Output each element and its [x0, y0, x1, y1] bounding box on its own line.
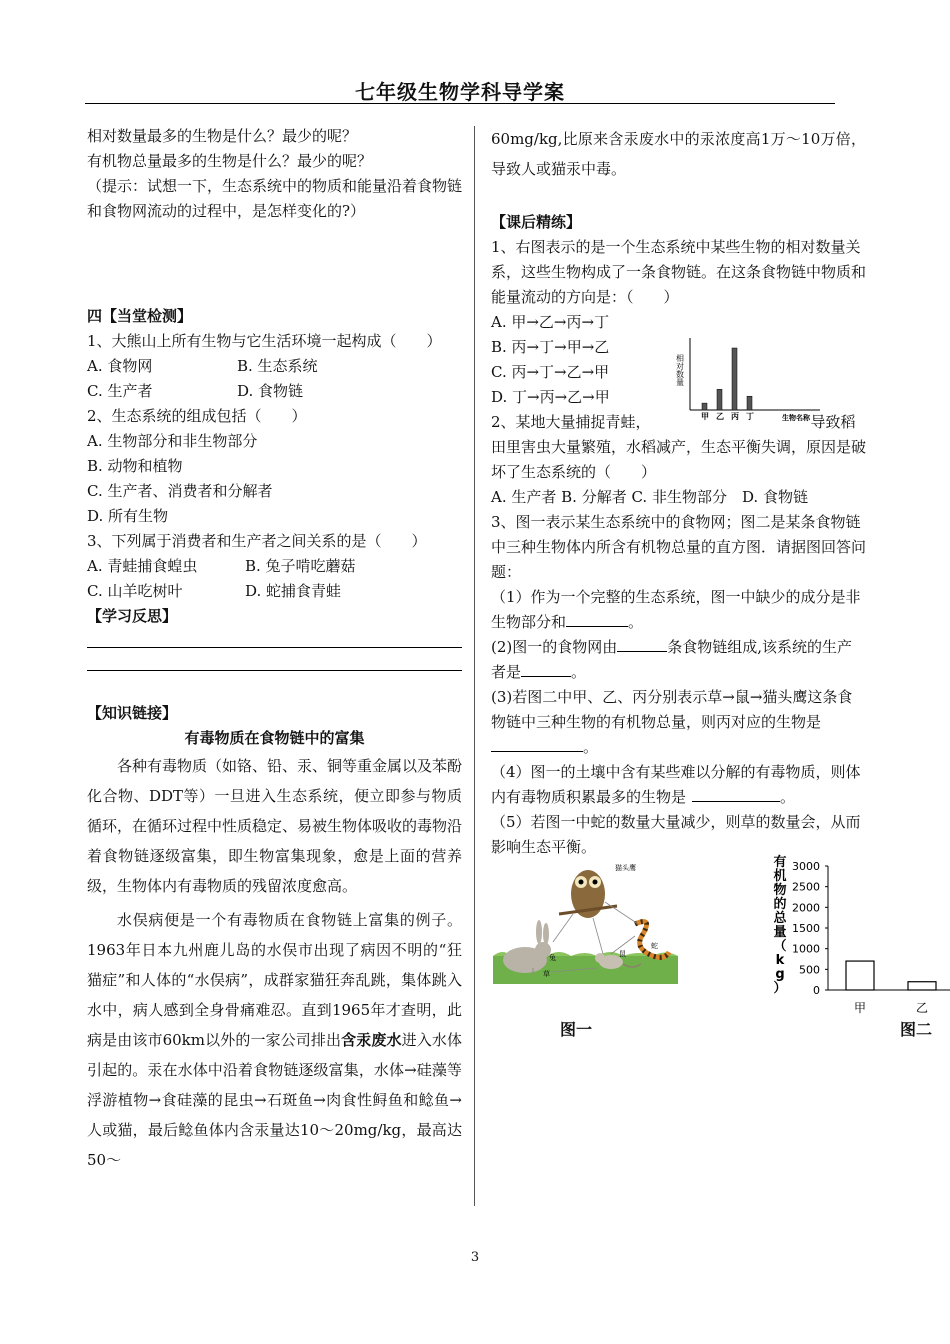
q3-options-row1 — [87, 554, 462, 579]
grass-label: 草 — [543, 970, 550, 978]
relative-quantity-chart — [675, 336, 830, 422]
p3-sub2-blank-2[interactable] — [521, 662, 571, 677]
p3-sub3-end: 。 — [583, 738, 599, 756]
q1-option-b[interactable]: B. 生态系统 — [237, 357, 318, 375]
p1-stem: 1、右图表示的是一个生态系统中某些生物的相对数量关系，这些生物构成了一条食物链。在这条食物链中物质和能量流动的方向是：（ ） — [491, 238, 867, 306]
q2-option-b[interactable]: B. 动物和植物 — [87, 457, 183, 475]
q3-option-a[interactable]: A. 青蛙捕食蝗虫 — [87, 557, 198, 575]
intro-line-2: 有机物总量最多的生物是什么？最少的呢？ — [87, 152, 373, 170]
q3-option-b[interactable]: B. 兔子啃吃蘑菇 — [245, 557, 356, 575]
after-class-heading: 【课后精练】 — [491, 213, 582, 231]
page-title: 七年级生物学科导学案 — [355, 80, 565, 104]
fig2-bar-1 — [846, 961, 874, 990]
q1-options-row2 — [87, 379, 462, 404]
small-chart-bar-4 — [747, 396, 752, 410]
snake-label: 蛇 — [651, 942, 658, 950]
p3-sub3 — [491, 685, 866, 760]
q2-stem: 2、生态系统的组成包括（ ） — [87, 407, 307, 425]
p3-stem: 3、图一表示某生态系统中的食物网；图二是某条食物链中三种生物体内所含有机物总量的直方图．请据图回答问题： — [491, 513, 867, 581]
rabbit-label: 兔 — [549, 954, 556, 962]
p3-sub2-text-a: (2)图一的食物网由 — [491, 638, 618, 656]
p1-option-c[interactable]: C. 丙→丁→乙→甲 — [491, 363, 610, 381]
q1-options-row1 — [87, 354, 462, 379]
page-number: 3 — [470, 1250, 480, 1265]
q1-option-c[interactable]: C. 生产者 — [87, 382, 153, 400]
p1-option-d[interactable]: D. 丁→丙→乙→甲 — [491, 388, 610, 406]
fig2-ylabel-char-9: g — [775, 967, 785, 982]
small-chart-y-label: 相对数量 — [675, 354, 685, 386]
knowledge-heading: 【知识链接】 — [87, 704, 178, 722]
fig2-ylabel-char-1: 有 — [773, 855, 787, 870]
small-chart-tick-2: 乙 — [716, 412, 724, 421]
fig2-ytick-4: 1500 — [792, 922, 820, 935]
q1-stem: 1、大熊山上所有生物与它生活环境一起构成（ ） — [87, 332, 442, 350]
article-paragraph-1: 各种有毒物质（如铬、铅、汞、铜等重金属以及苯酚化合物、DDT等）一旦进入生态系统，便立即参与物质循环，在循环过程中性质稳定、易被生物体吸收的毒物沿着食物链逐级富集，即生物富集现象，愈是上面的营养级，生物体内有毒物质的残留浓度愈高。 — [87, 757, 463, 895]
p3-sub1-text: （1）作为一个完整的生态系统，图一中缺少的成分是非生物部分和 — [491, 588, 861, 631]
intro-hint: （提示：试想一下，生态系统中的物质和能量沿着食物链和食物网流动的过程中，是怎样变化的?） — [87, 177, 463, 220]
article-paragraph-2-b: 进入水体引起的。汞在水体中沿着食物链逐级富集，水体→硅藻等浮游植物→食硅藻的昆虫→石斑鱼→肉食性鲟鱼和鲶鱼→人或猫，最后鲶鱼体内含汞量达10～20mg/kg，最高达50～ — [87, 1031, 462, 1169]
q3-stem: 3、下列属于消费者和生产者之间关系的是（ ） — [87, 532, 427, 550]
article-paragraph-2-a: 水俣病便是一个有毒物质在食物链上富集的例子。1963年日本九州鹿儿岛的水俣市出现了病因不明的“狂猫症”和人体的“水俣病”，成群家猫狂奔乱跳，集体跳入水中，病人感到全身骨痛难忍。直到1965年才查明，此病是由该市60km以外的一家公司排出 — [87, 911, 462, 1049]
article-paragraph-2 — [87, 905, 462, 1175]
p2-options[interactable]: A. 生产者 B. 分解者 C. 非生物部分 D. 食物链 — [491, 488, 808, 506]
fig2-ylabel-char-8: k — [775, 953, 785, 968]
p3-sub2-end: 。 — [571, 663, 587, 681]
q1-option-d[interactable]: D. 食物链 — [237, 382, 304, 400]
figure-2-organic-matter-chart — [762, 852, 950, 1022]
p3-sub3-blank[interactable] — [491, 737, 583, 752]
fig2-ytick-3: 2000 — [792, 901, 820, 915]
p3-sub2-blank-1[interactable] — [617, 637, 667, 652]
fig2-ylabel-char-7: （ — [773, 939, 787, 954]
fig2-bar-2 — [908, 982, 936, 990]
section4-heading: 四【当堂检测】 — [87, 307, 193, 325]
fig2-xtick-2: 乙 — [915, 1001, 929, 1015]
food-web-illustration — [493, 856, 678, 984]
q1-option-a[interactable]: A. 食物网 — [87, 357, 153, 375]
p2-stem-a: 2、某地大量捕捉青蛙， — [491, 413, 651, 431]
q3-options-row2 — [87, 579, 462, 604]
fig2-y-axis-label — [773, 854, 787, 996]
p3-sub1-blank[interactable] — [566, 612, 628, 627]
fig2-ytick-5: 1000 — [792, 942, 820, 956]
p3-sub2-text-b: 条食物链组成,该系统的生产者是 — [491, 638, 853, 681]
right-column — [491, 124, 866, 860]
header-rule — [85, 103, 835, 104]
fig2-ylabel-char-10: ） — [773, 981, 787, 996]
column-divider — [474, 126, 475, 1206]
fig2-ytick-6: 500 — [799, 963, 820, 977]
fig2-ylabel-char-2: 机 — [773, 869, 787, 884]
owl-label: 猫头鹰 — [615, 864, 636, 872]
small-chart-bar-3 — [732, 348, 737, 410]
p3-sub4-blank[interactable] — [692, 787, 780, 802]
fig2-xtick-1: 甲 — [853, 1001, 867, 1015]
small-chart-tick-1: 甲 — [701, 412, 709, 421]
q2-option-d[interactable]: D. 所有生物 — [87, 507, 169, 525]
fig2-ylabel-char-5: 总 — [773, 911, 787, 926]
fig2-ylabel-char-4: 的 — [773, 897, 787, 912]
figure-1-caption: 图一 — [560, 1020, 593, 1039]
small-chart-x-label: 生物名称 — [782, 414, 810, 422]
p1-option-a[interactable]: A. 甲→乙→丙→丁 — [491, 313, 610, 331]
q2-option-c[interactable]: C. 生产者、消费者和分解者 — [87, 482, 273, 500]
small-chart-bar-2 — [717, 389, 722, 410]
figure-2-caption: 图二 — [900, 1020, 933, 1039]
fig2-ylabel-char-6: 量 — [773, 925, 787, 940]
fig2-ytick-7: 0 — [813, 984, 820, 997]
small-chart-tick-3: 丙 — [731, 412, 739, 421]
p3-sub3-text: (3)若图二中甲、乙、丙分别表示草→鼠→猫头鹰这条食物链中三种生物的有机物总量，则丙对应的生物是 — [491, 688, 853, 731]
fig2-ytick-1: 3000 — [792, 860, 820, 873]
small-chart-tick-4: 丁 — [746, 412, 754, 421]
p3-sub1 — [491, 585, 866, 635]
p3-sub4-end: 。 — [780, 788, 796, 806]
reflection-heading: 【学习反思】 — [87, 607, 178, 625]
p1-option-b[interactable]: B. 丙→丁→甲→乙 — [491, 338, 610, 356]
reflection-line-1[interactable] — [87, 647, 462, 648]
q3-option-c[interactable]: C. 山羊吃树叶 — [87, 582, 183, 600]
mercury-waste-water: 含汞废水 — [341, 1031, 402, 1049]
q2-option-a[interactable]: A. 生物部分和非生物部分 — [87, 432, 258, 450]
p3-sub2 — [491, 635, 866, 685]
figure-1-food-web — [493, 856, 678, 1014]
fig2-ytick-2: 2500 — [792, 880, 820, 894]
left-column — [87, 124, 462, 1175]
p2-stem-b: 导致稻田里害虫大量繁殖，水稻减产，生态平衡失调，原因是破坏了生态系统的（ ） — [491, 413, 867, 481]
p3-sub4-text: （4）图一的土壤中含有某些难以分解的有毒物质，则体内有毒物质积累最多的生物是 — [491, 763, 861, 806]
small-chart-bar-1 — [702, 403, 707, 410]
intro-line-1: 相对数量最多的生物是什么？最少的呢？ — [87, 127, 358, 145]
article-title: 有毒物质在食物链中的富集 — [184, 729, 365, 747]
fig2-ylabel-char-3: 物 — [773, 883, 787, 898]
q3-option-d[interactable]: D. 蛇捕食青蛙 — [245, 582, 342, 600]
p3-sub1-end: 。 — [628, 613, 644, 631]
p3-sub4 — [491, 760, 866, 810]
mouse-label: 鼠 — [619, 950, 626, 958]
article-continuation: 60mg/kg,比原来含汞废水中的汞浓度高1万～10万倍，导致人或猫汞中毒。 — [491, 130, 866, 178]
reflection-line-2[interactable] — [87, 670, 462, 671]
p3-sub5: （5）若图一中蛇的数量大量减少，则草的数量会，从而影响生态平衡。 — [491, 813, 861, 856]
